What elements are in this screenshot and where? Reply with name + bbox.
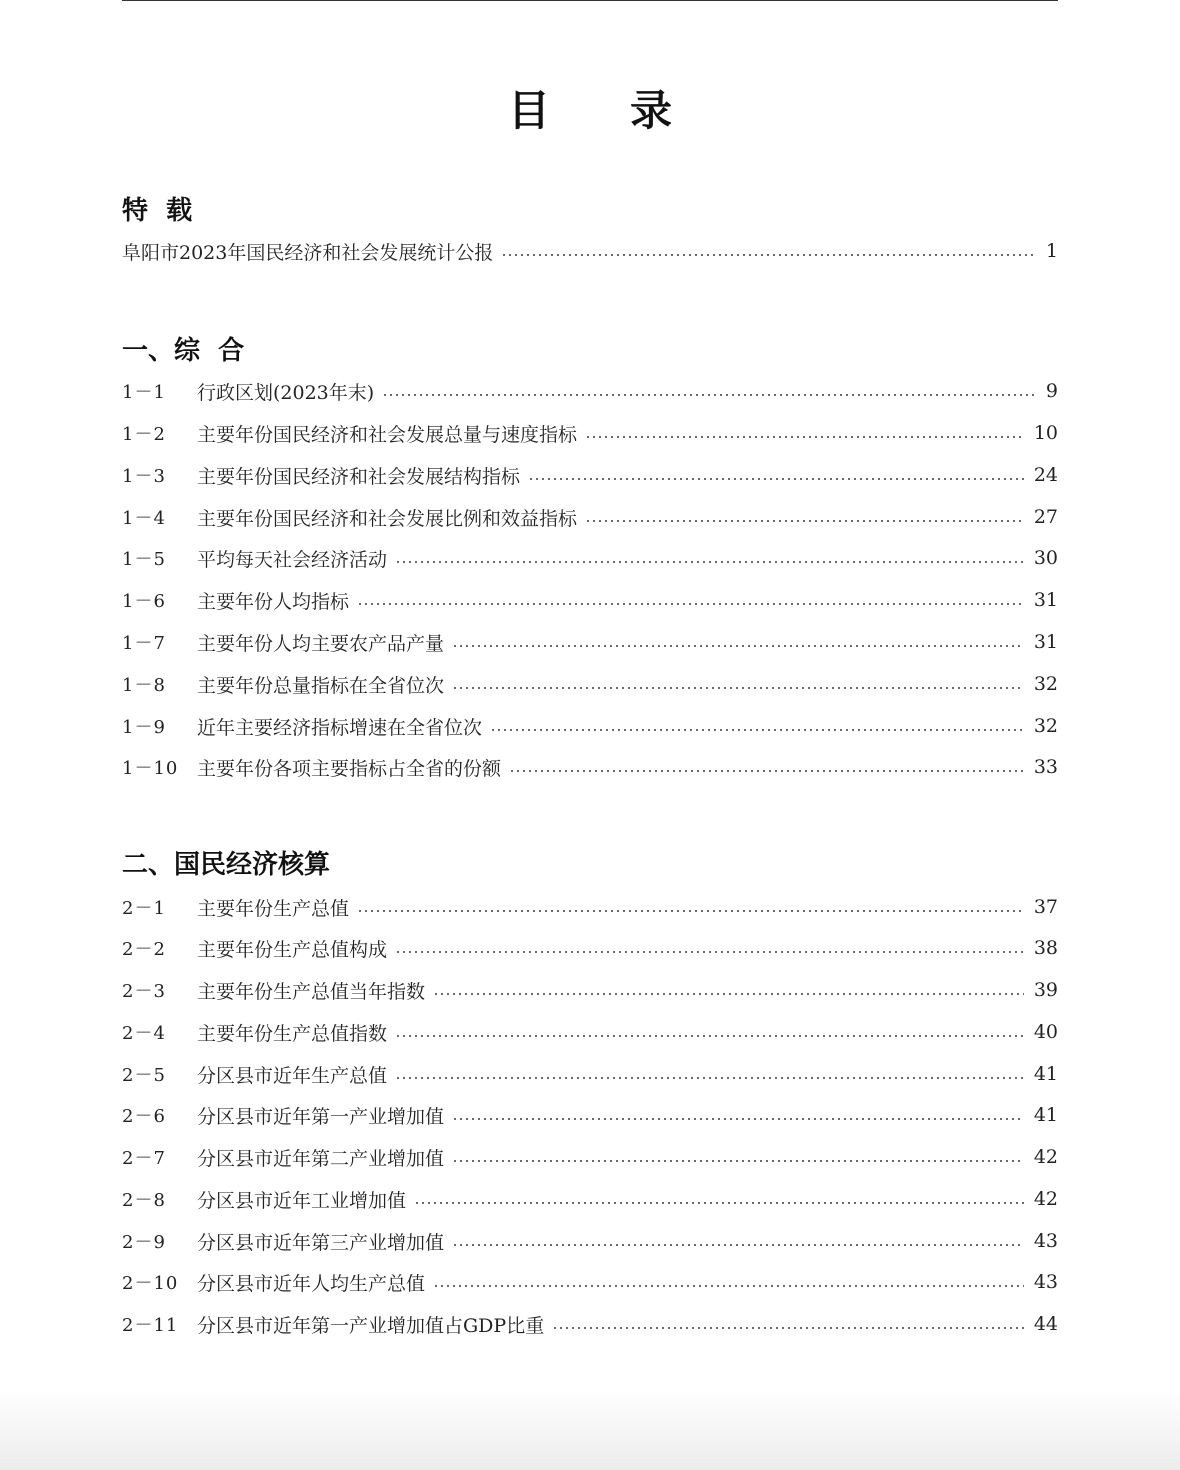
toc-entry-title: 平均每天社会经济活动 — [197, 548, 388, 571]
toc-entry[interactable] — [122, 752, 1058, 782]
toc-entry-number: 1－3 — [122, 466, 166, 487]
toc-entry[interactable] — [122, 1100, 1058, 1130]
toc-entry-number: 1－5 — [122, 549, 166, 570]
toc-entry-page: 32 — [1033, 715, 1058, 737]
toc-entry-number: 1－2 — [122, 424, 166, 445]
toc-entry-page: 43 — [1033, 1271, 1058, 1293]
page-bottom-shadow — [0, 1390, 1180, 1470]
toc-entry-page: 42 — [1033, 1146, 1058, 1168]
toc-entry[interactable] — [122, 711, 1058, 741]
toc-entry-number: 2－9 — [122, 1232, 166, 1253]
dot-leader — [433, 1285, 1024, 1287]
toc-entry-page: 40 — [1033, 1021, 1058, 1043]
dot-leader — [395, 1035, 1024, 1037]
dot-leader — [382, 394, 1034, 396]
toc-entry-page: 9 — [1045, 380, 1058, 402]
toc-entry-page: 10 — [1033, 422, 1058, 444]
toc-entry[interactable] — [122, 1267, 1058, 1297]
toc-entry-number: 2－5 — [122, 1065, 166, 1086]
toc-entry[interactable] — [122, 1017, 1058, 1047]
dot-leader — [357, 910, 1024, 912]
toc-entry-title: 主要年份人均主要农产品产量 — [197, 632, 445, 655]
toc-entry[interactable] — [122, 418, 1058, 448]
dot-leader — [552, 1327, 1024, 1329]
toc-entry-page: 30 — [1033, 547, 1058, 569]
toc-entry-title: 主要年份各项主要指标占全省的份额 — [197, 757, 502, 780]
toc-entry[interactable] — [122, 502, 1058, 532]
toc-entry[interactable] — [122, 543, 1058, 573]
toc-entry-page: 43 — [1033, 1230, 1058, 1252]
dot-leader — [395, 561, 1024, 563]
dot-leader — [509, 770, 1024, 772]
dot-leader — [490, 729, 1024, 731]
toc-entry-number: 2－4 — [122, 1023, 166, 1044]
toc-entry[interactable] — [122, 627, 1058, 657]
toc-entry-page: 32 — [1033, 673, 1058, 695]
toc-entry[interactable] — [122, 933, 1058, 963]
toc-entry-title: 主要年份生产总值当年指数 — [197, 980, 426, 1003]
dot-leader — [452, 1118, 1024, 1120]
toc-entry[interactable] — [122, 1142, 1058, 1172]
toc-entry-title: 主要年份总量指标在全省位次 — [197, 674, 445, 697]
dot-leader — [585, 520, 1024, 522]
toc-entry-title: 分区县市近年第二产业增加值 — [197, 1147, 445, 1170]
section-heading-1: 一、综 合 — [122, 336, 245, 366]
toc-entry-number: 2－6 — [122, 1106, 166, 1127]
toc-entry-number: 1－6 — [122, 591, 166, 612]
dot-leader — [357, 603, 1024, 605]
dot-leader — [395, 951, 1024, 953]
toc-entry-number: 2－3 — [122, 981, 166, 1002]
toc-entry-title: 主要年份人均指标 — [197, 590, 350, 613]
toc-entry-title: 分区县市近年第一产业增加值 — [197, 1105, 445, 1128]
toc-entry-number: 1－1 — [122, 382, 166, 403]
toc-entry-title: 主要年份生产总值指数 — [197, 1022, 388, 1045]
toc-entry-number: 2－10 — [122, 1273, 179, 1294]
toc-entry[interactable] — [122, 1309, 1058, 1339]
dot-leader — [528, 478, 1024, 480]
toc-entry-number: 2－8 — [122, 1190, 166, 1211]
toc-entry-number: 1－4 — [122, 508, 166, 529]
dot-leader — [414, 1202, 1024, 1204]
page-title: 目录 — [507, 86, 752, 135]
toc-entry-title: 分区县市近年生产总值 — [197, 1064, 388, 1087]
toc-entry-title: 主要年份国民经济和社会发展总量与速度指标 — [197, 423, 578, 446]
toc-entry-title: 主要年份国民经济和社会发展结构指标 — [197, 465, 521, 488]
dot-leader — [452, 645, 1024, 647]
toc-entry-number: 1－8 — [122, 675, 166, 696]
toc-entry-page: 37 — [1033, 896, 1058, 918]
toc-entry-title: 分区县市近年人均生产总值 — [197, 1272, 426, 1295]
toc-entry-title: 分区县市近年第一产业增加值占GDP比重 — [197, 1314, 545, 1337]
toc-entry[interactable] — [122, 1226, 1058, 1256]
dot-leader — [585, 436, 1024, 438]
toc-entry-page: 42 — [1033, 1188, 1058, 1210]
toc-entry-page: 33 — [1033, 756, 1058, 778]
toc-entry[interactable] — [122, 376, 1058, 406]
dot-leader — [452, 1244, 1024, 1246]
toc-entry-page: 27 — [1033, 506, 1058, 528]
toc-entry-page: 24 — [1033, 464, 1058, 486]
toc-entry-title: 主要年份生产总值 — [197, 897, 350, 920]
toc-entry[interactable] — [122, 975, 1058, 1005]
dot-leader — [501, 254, 1034, 256]
section-heading-2: 二、国民经济核算 — [122, 850, 331, 880]
toc-entry-title: 行政区划(2023年末) — [197, 381, 375, 404]
toc-entry-page: 41 — [1033, 1104, 1058, 1126]
dot-leader — [395, 1077, 1024, 1079]
toc-entry-title: 阜阳市2023年国民经济和社会发展统计公报 — [122, 241, 494, 264]
toc-entry[interactable] — [122, 669, 1058, 699]
toc-entry-number: 1－7 — [122, 633, 166, 654]
toc-entry-page: 41 — [1033, 1063, 1058, 1085]
toc-entry[interactable] — [122, 892, 1058, 922]
toc-entry-title: 主要年份国民经济和社会发展比例和效益指标 — [197, 507, 578, 530]
dot-leader — [452, 1160, 1024, 1162]
section-heading-special: 特 载 — [122, 196, 193, 226]
toc-entry-page: 44 — [1033, 1313, 1058, 1335]
toc-entry-page: 39 — [1033, 979, 1058, 1001]
toc-entry[interactable] — [122, 1184, 1058, 1214]
toc-entry-page: 1 — [1045, 240, 1058, 262]
toc-entry[interactable] — [122, 236, 1058, 266]
toc-entry-number: 2－11 — [122, 1315, 179, 1336]
toc-entry-number: 2－2 — [122, 939, 166, 960]
toc-entry-title: 分区县市近年第三产业增加值 — [197, 1231, 445, 1254]
toc-entry[interactable] — [122, 1059, 1058, 1089]
toc-entry-page: 38 — [1033, 937, 1058, 959]
toc-entry-page: 31 — [1033, 631, 1058, 653]
toc-entry-number: 1－9 — [122, 717, 166, 738]
toc-entry-number: 2－7 — [122, 1148, 166, 1169]
top-rule — [122, 0, 1058, 1]
toc-entry-title: 近年主要经济指标增速在全省位次 — [197, 716, 483, 739]
toc-entry-title: 分区县市近年工业增加值 — [197, 1189, 407, 1212]
toc-entry-number: 2－1 — [122, 898, 166, 919]
dot-leader — [433, 993, 1024, 995]
toc-entry-title: 主要年份生产总值构成 — [197, 938, 388, 961]
toc-entry[interactable] — [122, 585, 1058, 615]
dot-leader — [452, 687, 1024, 689]
toc-entry[interactable] — [122, 460, 1058, 490]
toc-entry-number: 1－10 — [122, 758, 179, 779]
toc-entry-page: 31 — [1033, 589, 1058, 611]
